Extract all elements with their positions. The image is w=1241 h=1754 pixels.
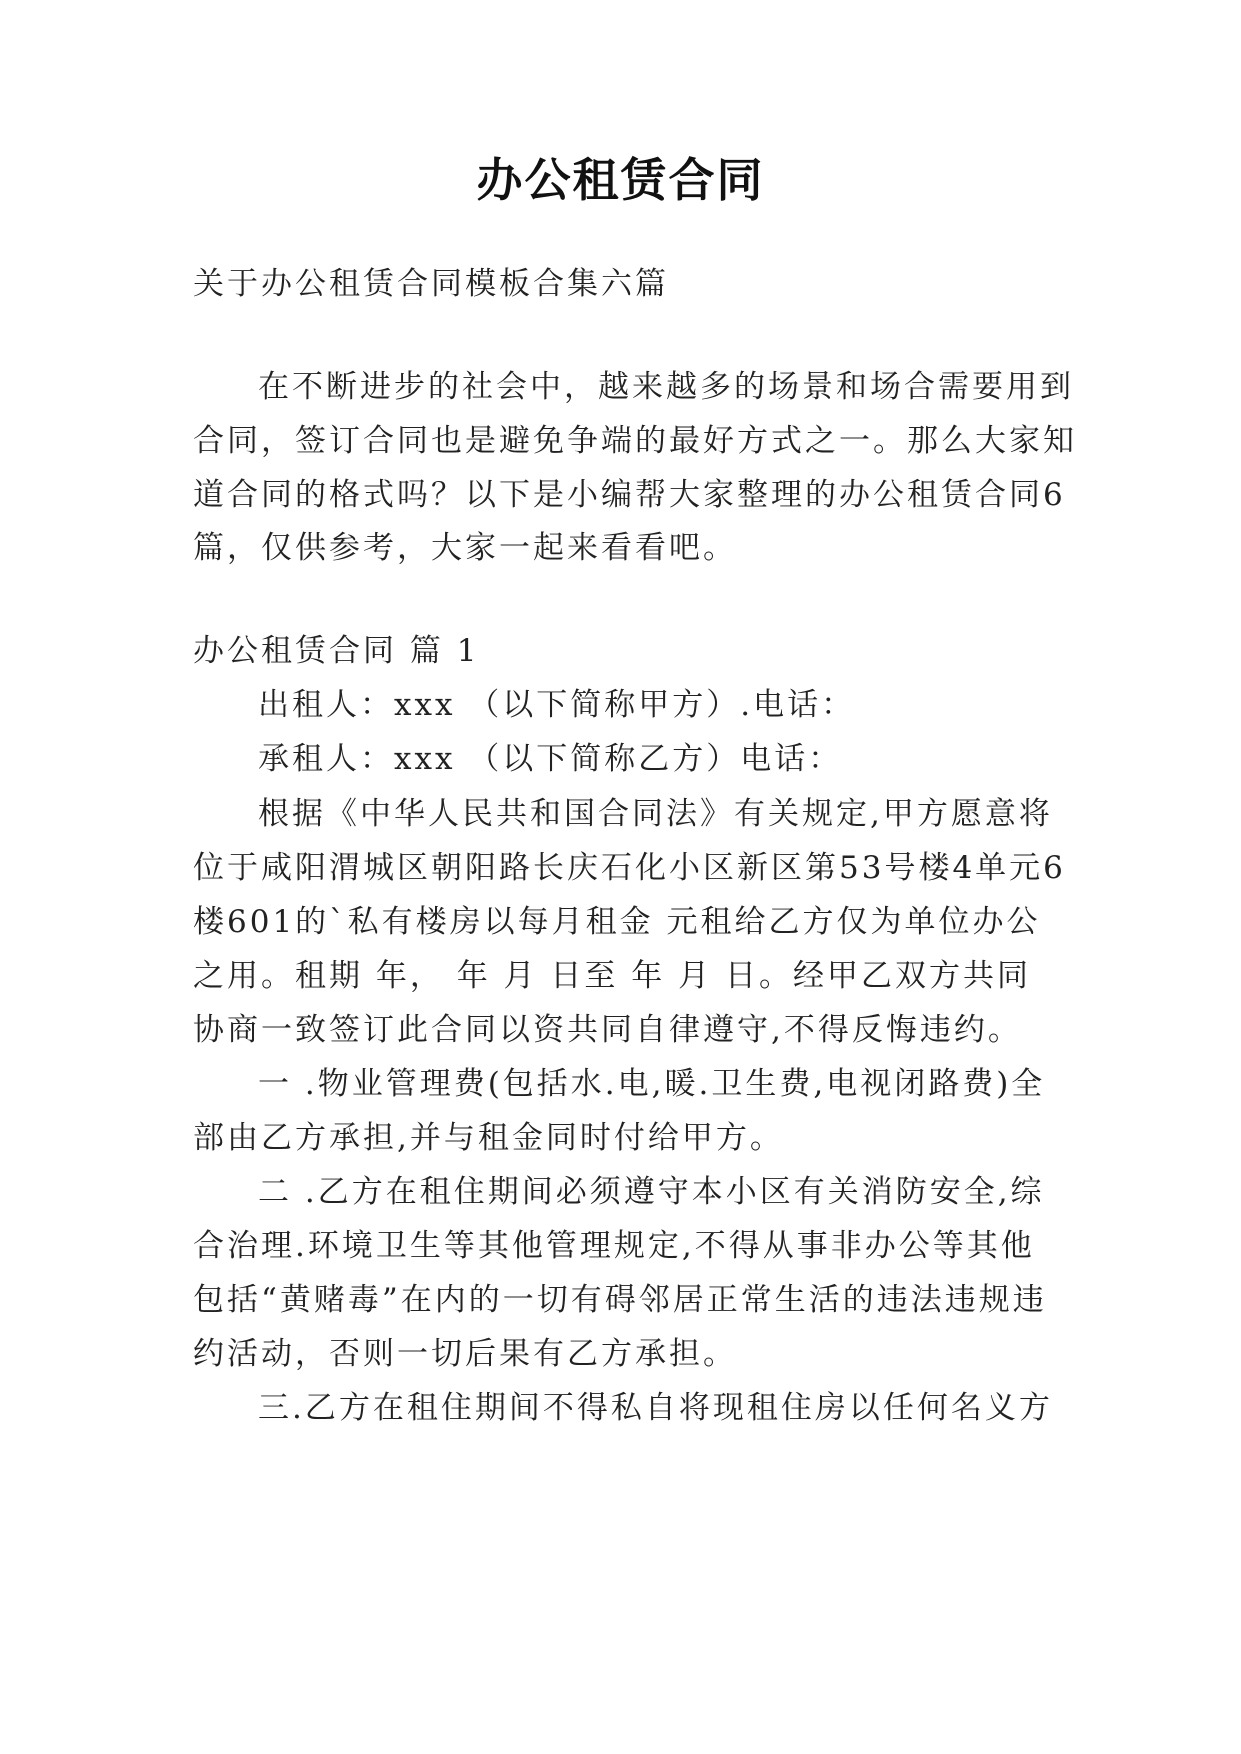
clause-2-line-2: 合治理.环境卫生等其他管理规定,不得从事非办公等其他 [193,1228,1035,1264]
body-line-2: 位于咸阳渭城区朝阳路长庆石化小区新区第53号楼4单元6 [193,850,1066,886]
document-title: 办公租赁合同 [476,153,765,207]
intro-line-4: 篇，仅供参考，大家一起来看看吧。 [193,530,737,566]
party-b-line: 承租人：xxx （以下简称乙方）电话： [258,741,843,777]
intro-line-3: 道合同的格式吗？以下是小编帮大家整理的办公租赁合同6 [193,477,1066,513]
intro-line-2: 合同，签订合同也是避免争端的最好方式之一。那么大家知 [193,423,1077,459]
intro-line-1: 在不断进步的社会中，越来越多的场景和场合需要用到 [258,369,1074,405]
clause-2-line-4: 约活动，否则一切后果有乙方承担。 [193,1336,737,1372]
clause-3-line-1: 三.乙方在租住期间不得私自将现租住房以任何名义方 [258,1390,1053,1426]
clause-1-line-2: 部由乙方承担,并与租金同时付给甲方。 [193,1120,784,1156]
party-a-line: 出租人：xxx （以下简称甲方）.电话： [258,687,856,723]
body-line-3: 楼601的`私有楼房以每月租金 元租给乙方仅为单位办公 [193,904,1041,940]
document-subtitle: 关于办公租赁合同模板合集六篇 [193,266,669,302]
clause-2-line-3: 包括“黄赌毒”在内的一切有碍邻居正常生活的违法违规违 [193,1282,1047,1318]
body-line-5: 协商一致签订此合同以资共同自律遵守,不得反悔违约。 [193,1012,1022,1048]
section-heading: 办公租赁合同 篇 1 [193,633,480,669]
clause-2-line-1: 二 .乙方在租住期间必须遵守本小区有关消防安全,综 [258,1174,1045,1210]
clause-1-line-1: 一 .物业管理费(包括水.电,暖.卫生费,电视闭路费)全 [258,1066,1046,1102]
body-line-1: 根据《中华人民共和国合同法》有关规定,甲方愿意将 [258,796,1053,832]
body-line-4: 之用。租期 年， 年 月 日至 年 月 日。经甲乙双方共同 [193,958,1031,994]
